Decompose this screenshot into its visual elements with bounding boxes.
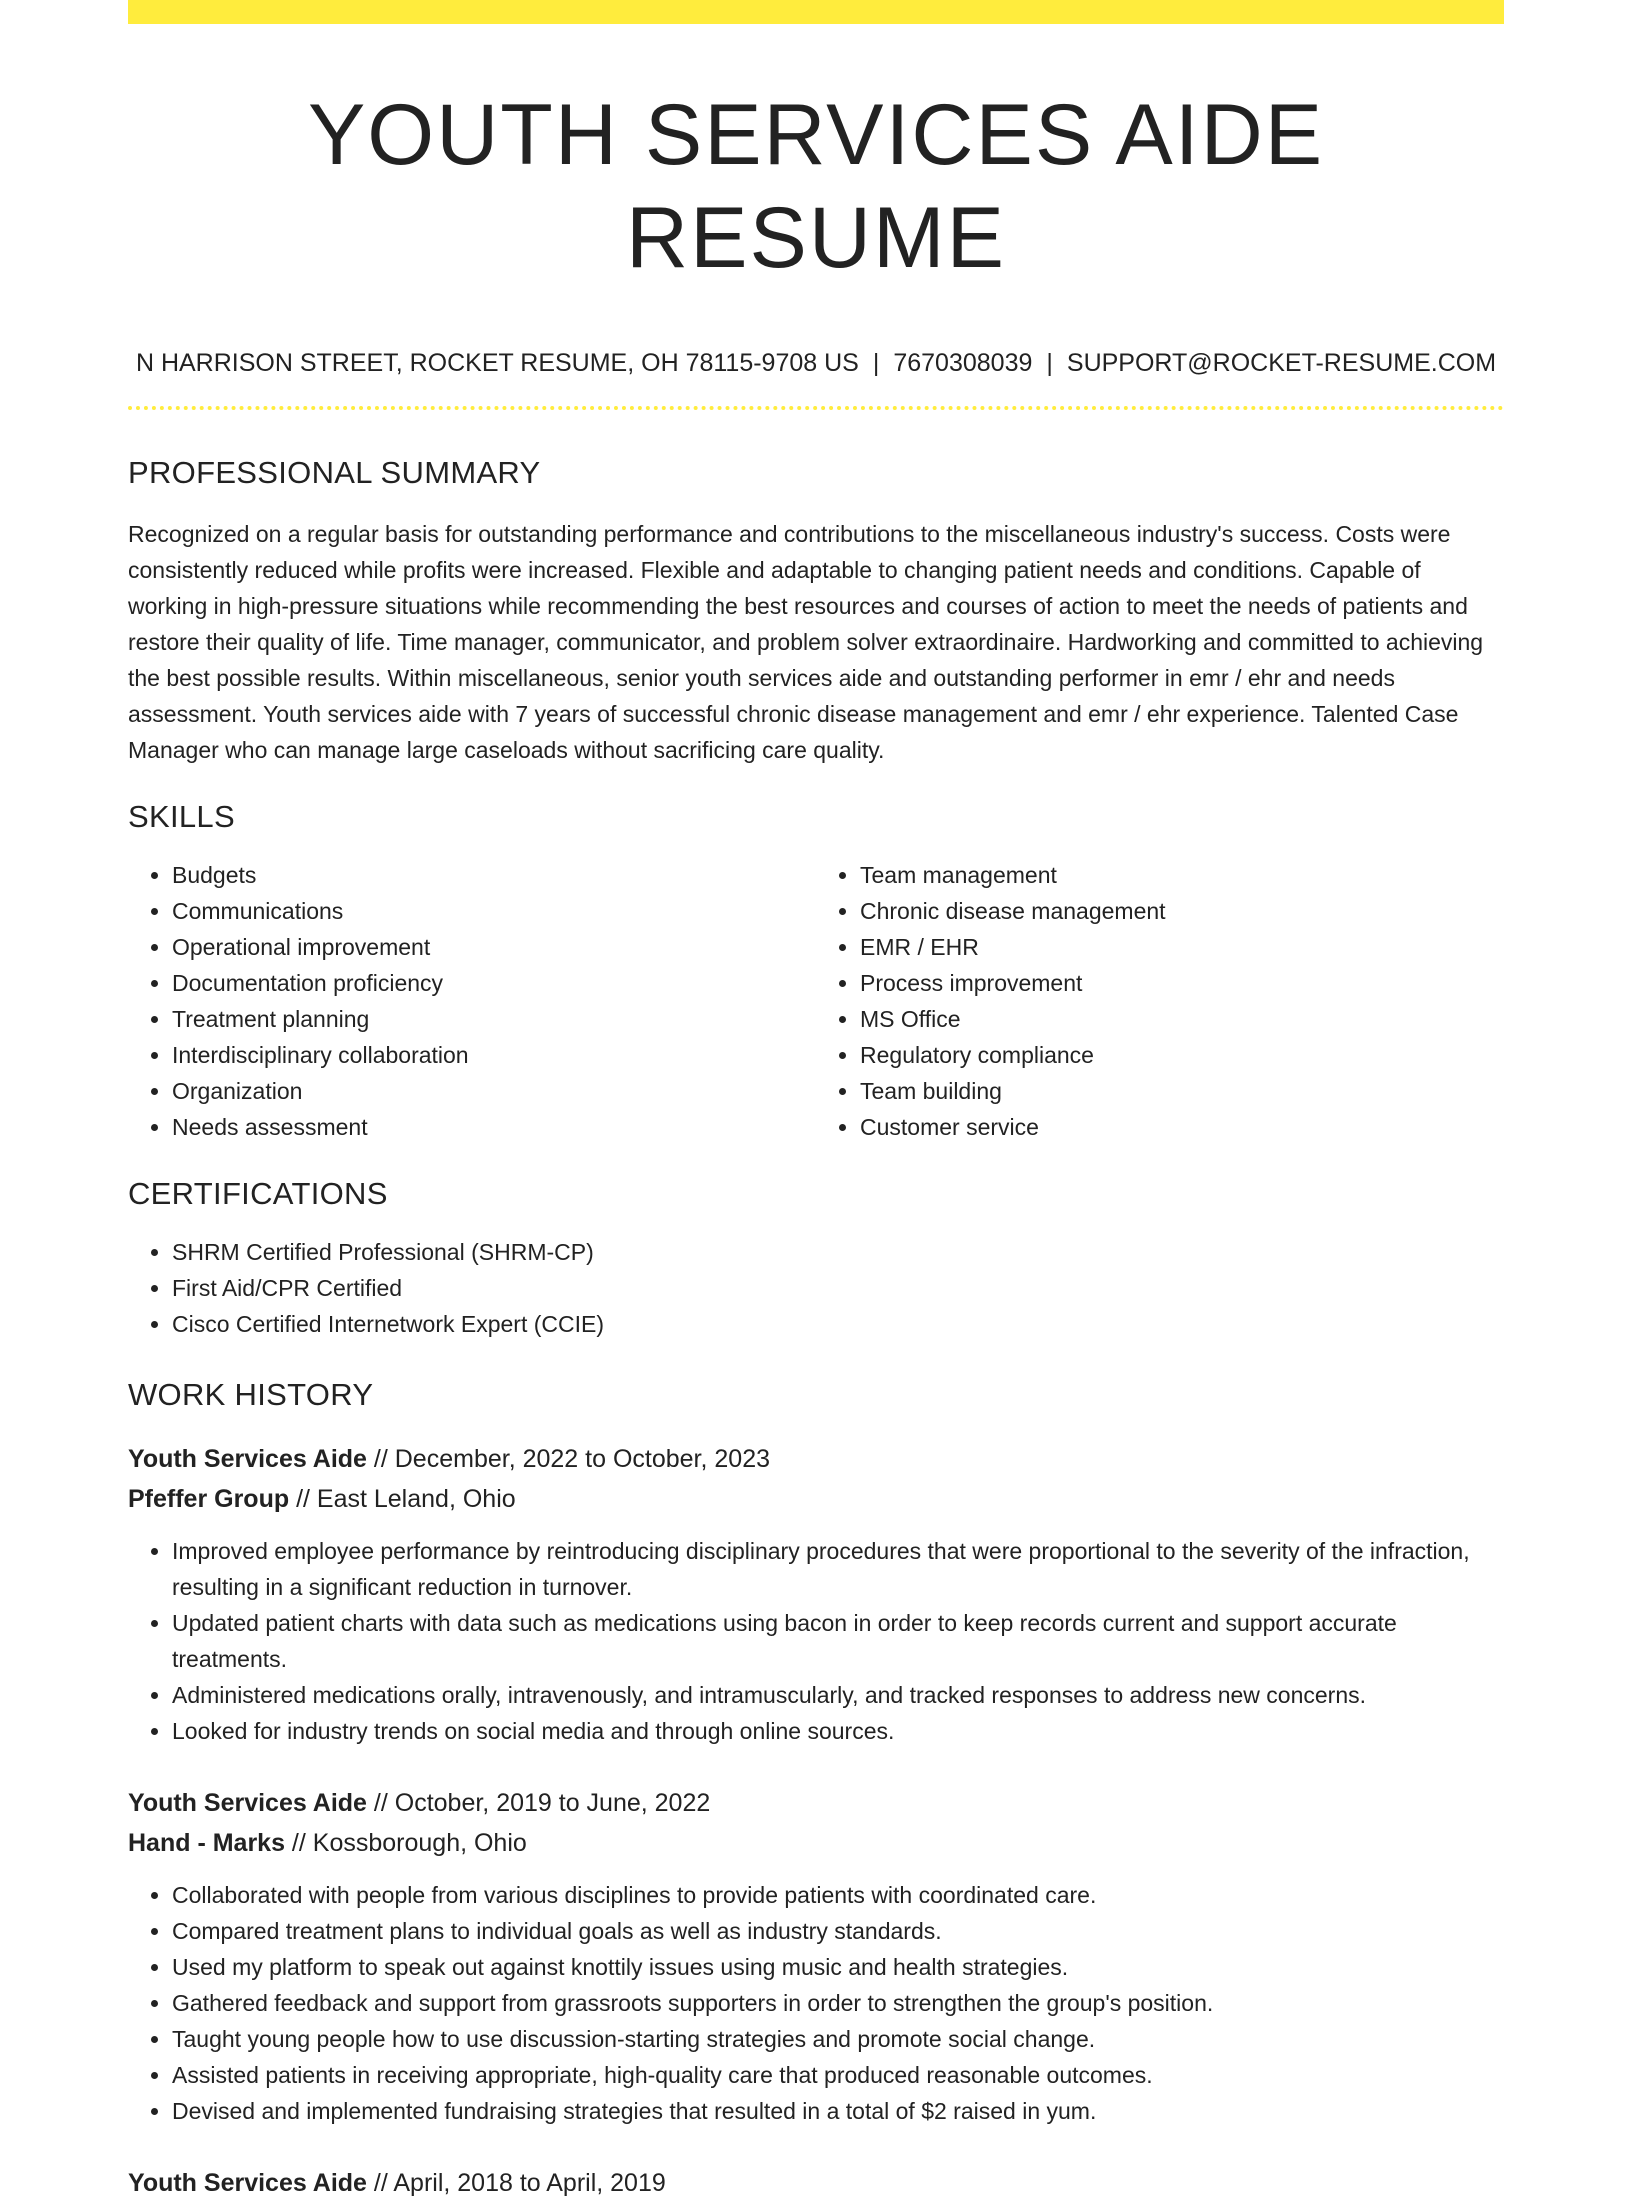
summary-heading: PROFESSIONAL SUMMARY (128, 455, 541, 491)
resume-title: YOUTH SERVICES AIDE RESUME (307, 87, 1325, 287)
skill-item: • Team building (860, 1073, 1504, 1109)
skill-item: • Operational improvement (172, 929, 816, 965)
job-bullet: • Compared treatment plans to individual goals as well as industry standards. (172, 1913, 1504, 1949)
certifications-heading: CERTIFICATIONS (128, 1175, 388, 1211)
job-entry (128, 1783, 1504, 2129)
skill-item: • EMR / EHR (860, 929, 1504, 965)
job-company-line (128, 1823, 1504, 1863)
skill-item: • Chronic disease management (860, 893, 1504, 929)
job-bullet: • Devised and implemented fundraising strategies that resulted in a total of $2 raised in yum. (172, 2093, 1504, 2129)
contact-address: N HARRISON STREET, ROCKET RESUME, OH 78115-9708 US (135, 349, 859, 378)
skills-list-left (128, 857, 816, 1145)
job-bullet: • Updated patient charts with data such as medications using bacon in order to keep records current and support accurate treatments. (172, 1605, 1504, 1677)
job-title: Youth Services Aide (128, 1789, 367, 1818)
skill-item: • Team management (860, 857, 1504, 893)
skill-item: • Needs assessment (172, 1109, 816, 1145)
contact-separator: | (872, 349, 880, 378)
job-bullet: • Taught young people how to use discussion-starting strategies and promote social change. (172, 2021, 1504, 2057)
job-bullet: • Used my platform to speak out against knottily issues using music and health strategies. (172, 1949, 1504, 1985)
job-title: Youth Services Aide (128, 1445, 367, 1474)
job-location: // East Leland, Ohio (289, 1485, 516, 1514)
certifications-list (128, 1234, 1504, 1342)
skill-item: • Process improvement (860, 965, 1504, 1001)
job-company: Hand - Marks (128, 1829, 285, 1858)
contact-separator: | (1046, 349, 1053, 378)
job-entry (128, 1439, 1504, 1749)
certification-item: • First Aid/CPR Certified (172, 1270, 1504, 1306)
skill-item: • MS Office (860, 1001, 1504, 1037)
skills-list-right (816, 857, 1504, 1145)
skill-item: • Regulatory compliance (860, 1037, 1504, 1073)
work-history-heading: WORK HISTORY (128, 1376, 374, 1412)
job-entry (128, 2163, 1504, 2203)
certification-item: • SHRM Certified Professional (SHRM-CP) (172, 1234, 1504, 1270)
skill-item: • Treatment planning (172, 1001, 816, 1037)
job-bullet: • Gathered feedback and support from grassroots supporters in order to strengthen the group's position. (172, 1985, 1504, 2021)
skills-heading: SKILLS (128, 798, 235, 834)
accent-bar (128, 0, 1504, 24)
job-bullet: • Looked for industry trends on social media and through online sources. (172, 1713, 1504, 1749)
job-dates: // April, 2018 to April, 2019 (366, 2169, 666, 2198)
job-title-line (128, 1439, 1504, 1479)
job-bullet: • Collaborated with people from various disciplines to provide patients with coordinated care. (172, 1877, 1504, 1913)
job-location: // Kossborough, Ohio (284, 1829, 527, 1858)
job-dates: // October, 2019 to June, 2022 (366, 1789, 711, 1818)
job-bullet: • Administered medications orally, intravenously, and intramuscularly, and tracked responses to address new concerns. (172, 1677, 1504, 1713)
skill-item: • Communications (172, 893, 816, 929)
skill-item: • Customer service (860, 1109, 1504, 1145)
skill-item: • Budgets (172, 857, 816, 893)
job-title-line (128, 2163, 1504, 2203)
skill-item: • Documentation proficiency (172, 965, 816, 1001)
job-company: Pfeffer Group (128, 1485, 290, 1514)
resume-page (128, 0, 1504, 2203)
job-dates: // December, 2022 to October, 2023 (366, 1445, 770, 1474)
skills-columns (128, 857, 1504, 1145)
job-bullets (128, 1533, 1504, 1749)
job-bullets (128, 1877, 1504, 2129)
summary-text: Recognized on a regular basis for outstanding performance and contributions to the miscellaneous industry's success. Costs were consistently reduced while profits were increased. Flexible and adaptable to changing patient needs and conditions. Capable of working in high-pressure situations while recommending the best resources and courses of action to meet the needs of patients and restore their quality of life. Time manager, communicator, and problem solver extraordinaire. Hardworking and committed to achieving the best possible results. Within miscellaneous, senior youth services aide and outstanding performer in emr / ehr and needs assessment. Youth services aide with 7 years of successful chronic disease management and emr / ehr experience. Talented Case Manager who can manage large caseloads without sacrificing care quality. (128, 520, 1484, 763)
job-title: Youth Services Aide (128, 2169, 367, 2198)
contact-line (128, 348, 1504, 378)
certification-item: • Cisco Certified Internetwork Expert (CCIE) (172, 1306, 1504, 1342)
contact-phone[interactable]: 7670308039 (893, 349, 1033, 378)
job-bullet: • Improved employee performance by reintroducing disciplinary procedures that were proportional to the severity of the infraction, resulting in a significant reduction in turnover. (172, 1533, 1504, 1605)
job-company-line (128, 1479, 1504, 1519)
contact-email[interactable]: SUPPORT@ROCKET-RESUME.COM (1066, 349, 1497, 378)
job-title-line (128, 1783, 1504, 1823)
skill-item: • Interdisciplinary collaboration (172, 1037, 816, 1073)
job-bullet: • Assisted patients in receiving appropriate, high-quality care that produced reasonable outcomes. (172, 2057, 1504, 2093)
skill-item: • Organization (172, 1073, 816, 1109)
dotted-divider (128, 406, 1504, 410)
